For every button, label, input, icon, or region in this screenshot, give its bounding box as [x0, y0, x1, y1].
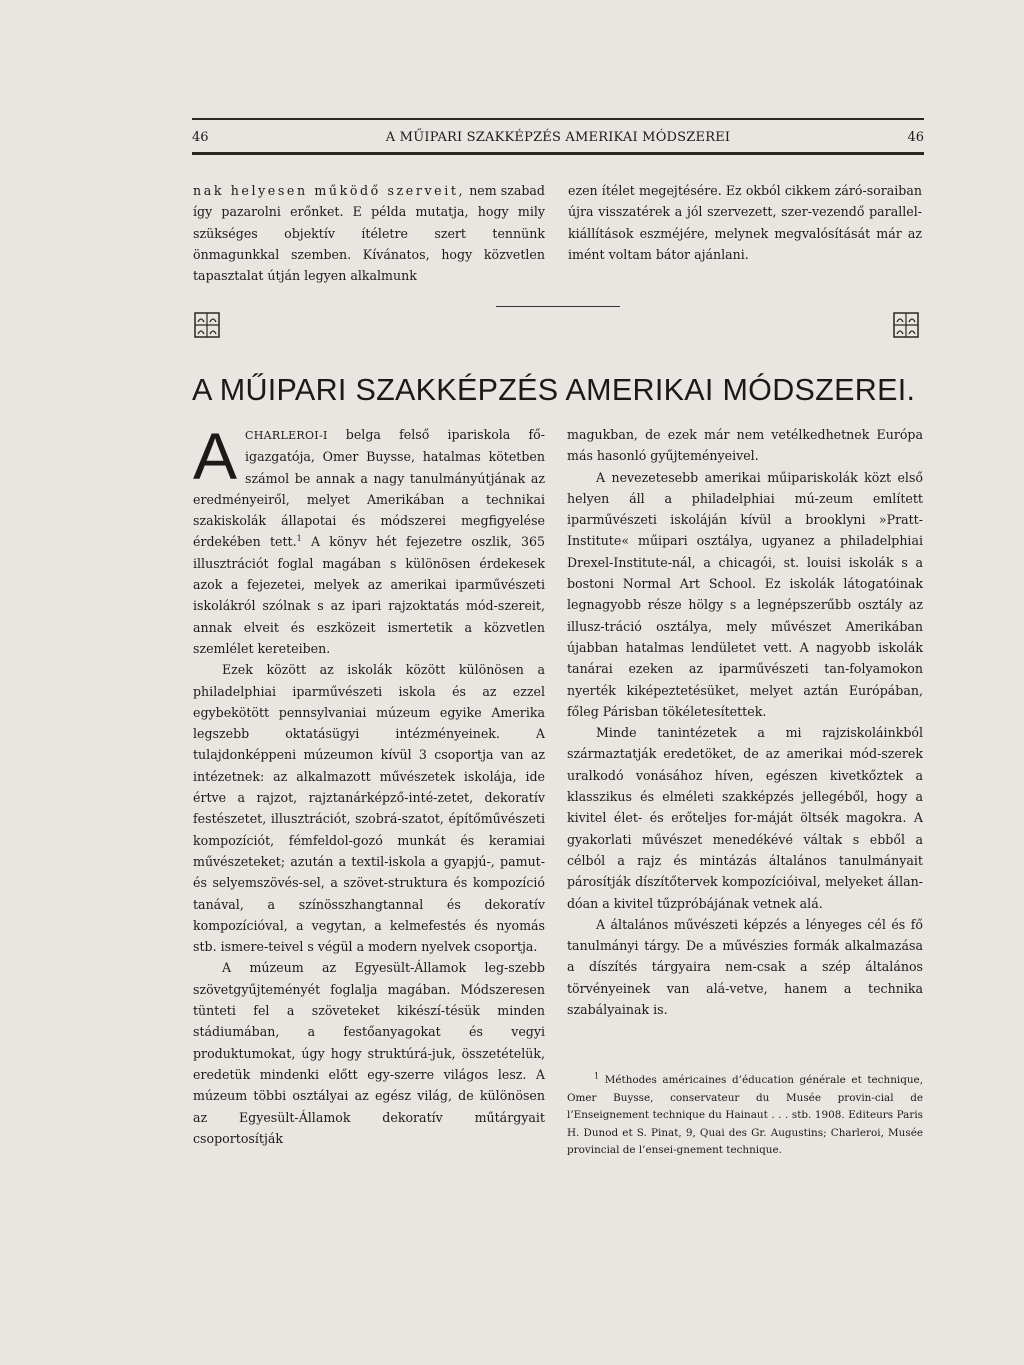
paragraph-5: Minde tanintézetek a mi rajziskoláinkból származtatják eredetöket, de az amerikai mód-szerek uralkodó vonásához híven, egészen kivetkőztek a klasszikus és elméleti szakképzés jellegéből, hogy a kivitel élet- és erőteljes for-máját öltsék magokra. A gyakorlati művészet menedékévé váltak s ebből a célból a rajz és mintázás általános tanulmányait párosítják díszítőtervek kompozícióival, melyeket állan-dóan a kivitel tűzpróbájának vetnek alá. — [567, 725, 923, 911]
header-bottom-rule — [192, 152, 924, 155]
continued-text-right-body: ezen ítélet megejtésére. Ez okból cikkem záró-soraiban újra visszatérek a jól szervezett, szer-vezendő parallel-kiállítások eszméjére, melynek megvalósítását már az imént voltam bátor ajánlani. — [568, 183, 922, 262]
page-number-right: 46 — [907, 129, 924, 145]
continued-text-left — [193, 180, 545, 286]
running-header — [192, 126, 924, 148]
paragraph-6: A általános művészeti képzés a lényeges cél és fő tanulmányi tárgy. De a művészies formák alkalmazása a díszítés tárgyaira nem-csak a szép általános törvényeinek van alá-vetve, hanem a technika szabályainak is. — [567, 916, 923, 1018]
floral-tile-ornament-icon — [893, 312, 919, 338]
continued-text-left-body: nem szabad így pazarolni erőnket. E példa mutatja, hogy mily szükséges objektív ítéletre szert tennünk önmagunkkal szemben. Kívánatos, hogy közvetlen tapasztalat útján legyen alkalmunk — [193, 183, 545, 284]
article-title: A MŰIPARI SZAKKÉPZÉS AMERIKAI MÓDSZEREI. — [192, 373, 916, 407]
paragraph-3: A múzeum az Egyesült-Államok leg-szebb szövetgyűjteményét foglalja magában. Módszeresen tünteti fel a szöveteket kikészí-tésük minden stádiumában, a festőanyagokat és vegyi produktumokat, úgy hogy struktúrá-juk, összetételük, eredetük mindenki előtt egy-szerre világos lesz. A múzeum többi osztályai az egész világ, de különösen az Egyesült-Államok dekoratív műtárgyait csoportosítják — [193, 960, 545, 1146]
article-column-right — [567, 424, 923, 1020]
paragraph-1-text: belga felső ipariskola fő-igazgatója, Omer Buysse, hatalmas kötetben számol be annak a nagy tanulmányútjának az eredményeiről, melyet Amerikában a technikai szakiskolák állapotai és módszerei megfigyelése érdekében tett. — [193, 427, 545, 550]
paragraph-1-continuation: A könyv hét fejezetre oszlik, 365 illusztrációt foglal magában s különösen érdekesek azok a fejezetei, melyek az amerikai iparművészeti iskolákról szólnak s az ipari rajzoktatás mód-szereit, annak elveit és eszközeit ismertetik a közvetlen szemlélet kereteiben. — [193, 534, 545, 656]
floral-tile-ornament-icon — [194, 312, 220, 338]
footnote — [567, 1072, 923, 1160]
running-title: A MŰIPARI SZAKKÉPZÉS AMERIKAI MÓDSZEREI — [385, 129, 731, 145]
drop-cap: A — [193, 419, 238, 493]
footnote-marker: 1 — [594, 1071, 600, 1081]
page-number-left: 46 — [192, 129, 209, 145]
footnote-reference: 1 — [296, 534, 302, 544]
continued-text-right — [568, 180, 922, 265]
article-column-left — [193, 419, 545, 1149]
paragraph-2: Ezek között az iskolák között különösen a philadelphiai iparművészeti iskola és az ezzel egybekötött pennsylvaniai múzeum egyike Amerika legszebb oktatásügyi intézményeinek. A tulajdonképpeni múzeumon kívül 3 csoportja van az intézetnek: az alkalmazott művészetek iskolája, ide értve a rajzot, rajztanárképző-inté-zetet, dekoratív festészetet, illusztrációt, szobrá-szatot, építőművészeti kompozíciót, fémfeldol-gozó munkát és keramiai művészeteket; azután a textil-iskola a gyapjú-, pamut- és selyemszövés-sel, a szövet-struktura és kompozíció tanával, a színösszhangtannal és dekoratív kompozícióval, a vegytan, a kelmefestés és nyomás stb. ismere-teivel s végül a modern nyelvek csoportja. — [193, 662, 545, 955]
paragraph-4: A nevezetesebb amerikai műipariskolák közt első helyen áll a philadelphiai mú-zeum említett iparművészeti iskoláján kívül a brooklyni »Pratt-Institute« műipari osztálya, ugyanez a philadelphiai Drexel-Institute-nál, a chicagói, st. louisi iskolák s a bostoni Normal Art School. Ez iskolák látogatóinak legnagyobb része hölgy s a legnépszerűbb osztály az illusz-tráció osztálya, mely művészet Amerikában újabban hatalmas lendületet vett. A nagyobb iskolák tanárai ezeken az iparművészeti tan-folyamokon nyerték kiképeztetésüket, melyet aztán Európában, főleg Párisban tökéletesítettek. — [567, 469, 923, 719]
paragraph-3-continuation: magukban, de ezek már nem vetélkedhetnek Európa más hasonló gyűjteményeivel. — [567, 427, 923, 464]
spaced-emphasis: nak helyesen működő szerveit, — [193, 183, 466, 198]
section-divider-rule — [496, 306, 620, 307]
footnote-text: Méthodes américaines d’éducation générale et technique, Omer Buysse, conservateur du Musée provin-cial de l’Enseignement technique du Hainaut . . . stb. 1908. Editeurs Paris H. Dunod et S. Pinat, 9, Quai des Gr. Augustins; Charleroi, Musée provincial de l’ensei-gnement technique. — [567, 1074, 923, 1157]
header-top-rule — [192, 118, 924, 120]
first-word-caps: CHARLEROI-I — [245, 429, 328, 442]
